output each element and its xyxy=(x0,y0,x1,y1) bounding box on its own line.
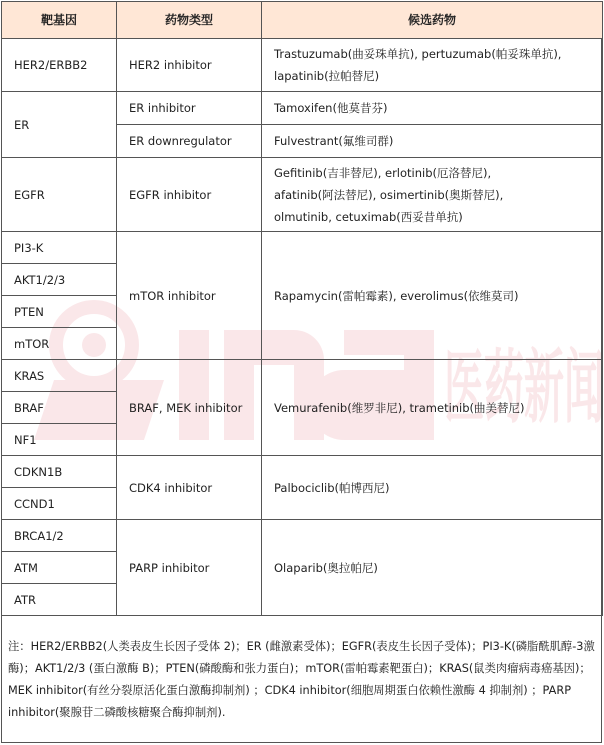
gene-cell: EGFR xyxy=(2,158,117,232)
gene-cell: HER2/ERBB2 xyxy=(2,39,117,92)
table-row xyxy=(2,158,603,232)
table-row xyxy=(2,456,603,488)
table-row xyxy=(2,360,603,392)
gene-cell: mTOR xyxy=(2,328,117,360)
drug-type-cell: BRAF, MEK inhibitor xyxy=(117,360,262,456)
drugs-cell: Palbociclib(帕博西尼) xyxy=(262,456,603,520)
header-target-gene: 靶基因 xyxy=(2,2,117,39)
drug-type-cell: ER inhibitor xyxy=(117,92,262,125)
drug-type-cell: EGFR inhibitor xyxy=(117,158,262,232)
drug-line: Gefitinib(吉非替尼), erlotinib(厄洛替尼), xyxy=(274,165,492,180)
gene-cell: PI3-K xyxy=(2,232,117,264)
drugs-cell xyxy=(262,158,603,232)
gene-cell: BRCA1/2 xyxy=(2,520,117,552)
table-header-row xyxy=(2,2,603,39)
drug-type-cell: mTOR inhibitor xyxy=(117,232,262,360)
gene-cell: CCND1 xyxy=(2,488,117,520)
drug-line: afatinib(阿法替尼), osimertinib(奥斯替尼), xyxy=(274,187,504,202)
gene-cell: ER xyxy=(2,92,117,158)
drugs-cell: Tamoxifen(他莫昔芬) xyxy=(262,92,603,125)
gene-cell: KRAS xyxy=(2,360,117,392)
drug-type-cell: ER downregulator xyxy=(117,125,262,158)
drug-type-cell: CDK4 inhibitor xyxy=(117,456,262,520)
gene-cell: NF1 xyxy=(2,424,117,456)
drug-type-cell: HER2 inhibitor xyxy=(117,39,262,92)
drug-line: olmutinib, cetuximab(西妥昔单抗) xyxy=(274,209,463,224)
table-row xyxy=(2,520,603,552)
table-row xyxy=(2,232,603,264)
table-footnote: 注：HER2/ERBB2(人类表皮生长因子受体 2)；ER (雌激素受体)；EGFR(表皮生长因子受体)；PI3-K(磷脂酰肌醇-3激酶)；AKT1/2/3 (蛋白激酶 B)；PTEN(磷酸酶和张力蛋白)；mTOR(雷帕霉素靶蛋白)；KRAS(鼠类肉瘤病毒癌基因)；MEK inhibitor(有丝分裂原活化蛋白激酶抑制剂) ；CDK4 inhibitor(细胞周期蛋白依赖性激酶 4 抑制剂) ；PARP inhibitor(聚腺苷二磷酸核糖聚合酶抑制剂). xyxy=(8,640,595,719)
table-row xyxy=(2,39,603,92)
drug-line: Trastuzumab(曲妥珠单抗), pertuzumab(帕妥珠单抗), xyxy=(274,47,562,61)
target-gene-table xyxy=(1,1,603,616)
drugs-cell: Olaparib(奥拉帕尼) xyxy=(262,520,603,616)
drug-type-cell: PARP inhibitor xyxy=(117,520,262,616)
drugs-cell xyxy=(262,39,603,92)
drug-line: lapatinib(拉帕替尼) xyxy=(274,69,380,83)
gene-cell: AKT1/2/3 xyxy=(2,264,117,296)
header-drug-type: 药物类型 xyxy=(117,2,262,39)
drugs-cell: Rapamycin(雷帕霉素), everolimus(依维莫司) xyxy=(262,232,603,360)
drugs-cell: Fulvestrant(氟维司群) xyxy=(262,125,603,158)
gene-cell: BRAF xyxy=(2,392,117,424)
gene-cell: ATM xyxy=(2,552,117,584)
svg-text:医药新闻: 医药新闻 xyxy=(444,341,604,434)
drugs-cell: Vemurafenib(维罗非尼), trametinib(曲美替尼) xyxy=(262,360,603,456)
table-row xyxy=(2,92,603,125)
gene-cell: ATR xyxy=(2,584,117,616)
header-candidate-drugs: 候选药物 xyxy=(262,2,603,39)
gene-cell: PTEN xyxy=(2,296,117,328)
gene-cell: CDKN1B xyxy=(2,456,117,488)
